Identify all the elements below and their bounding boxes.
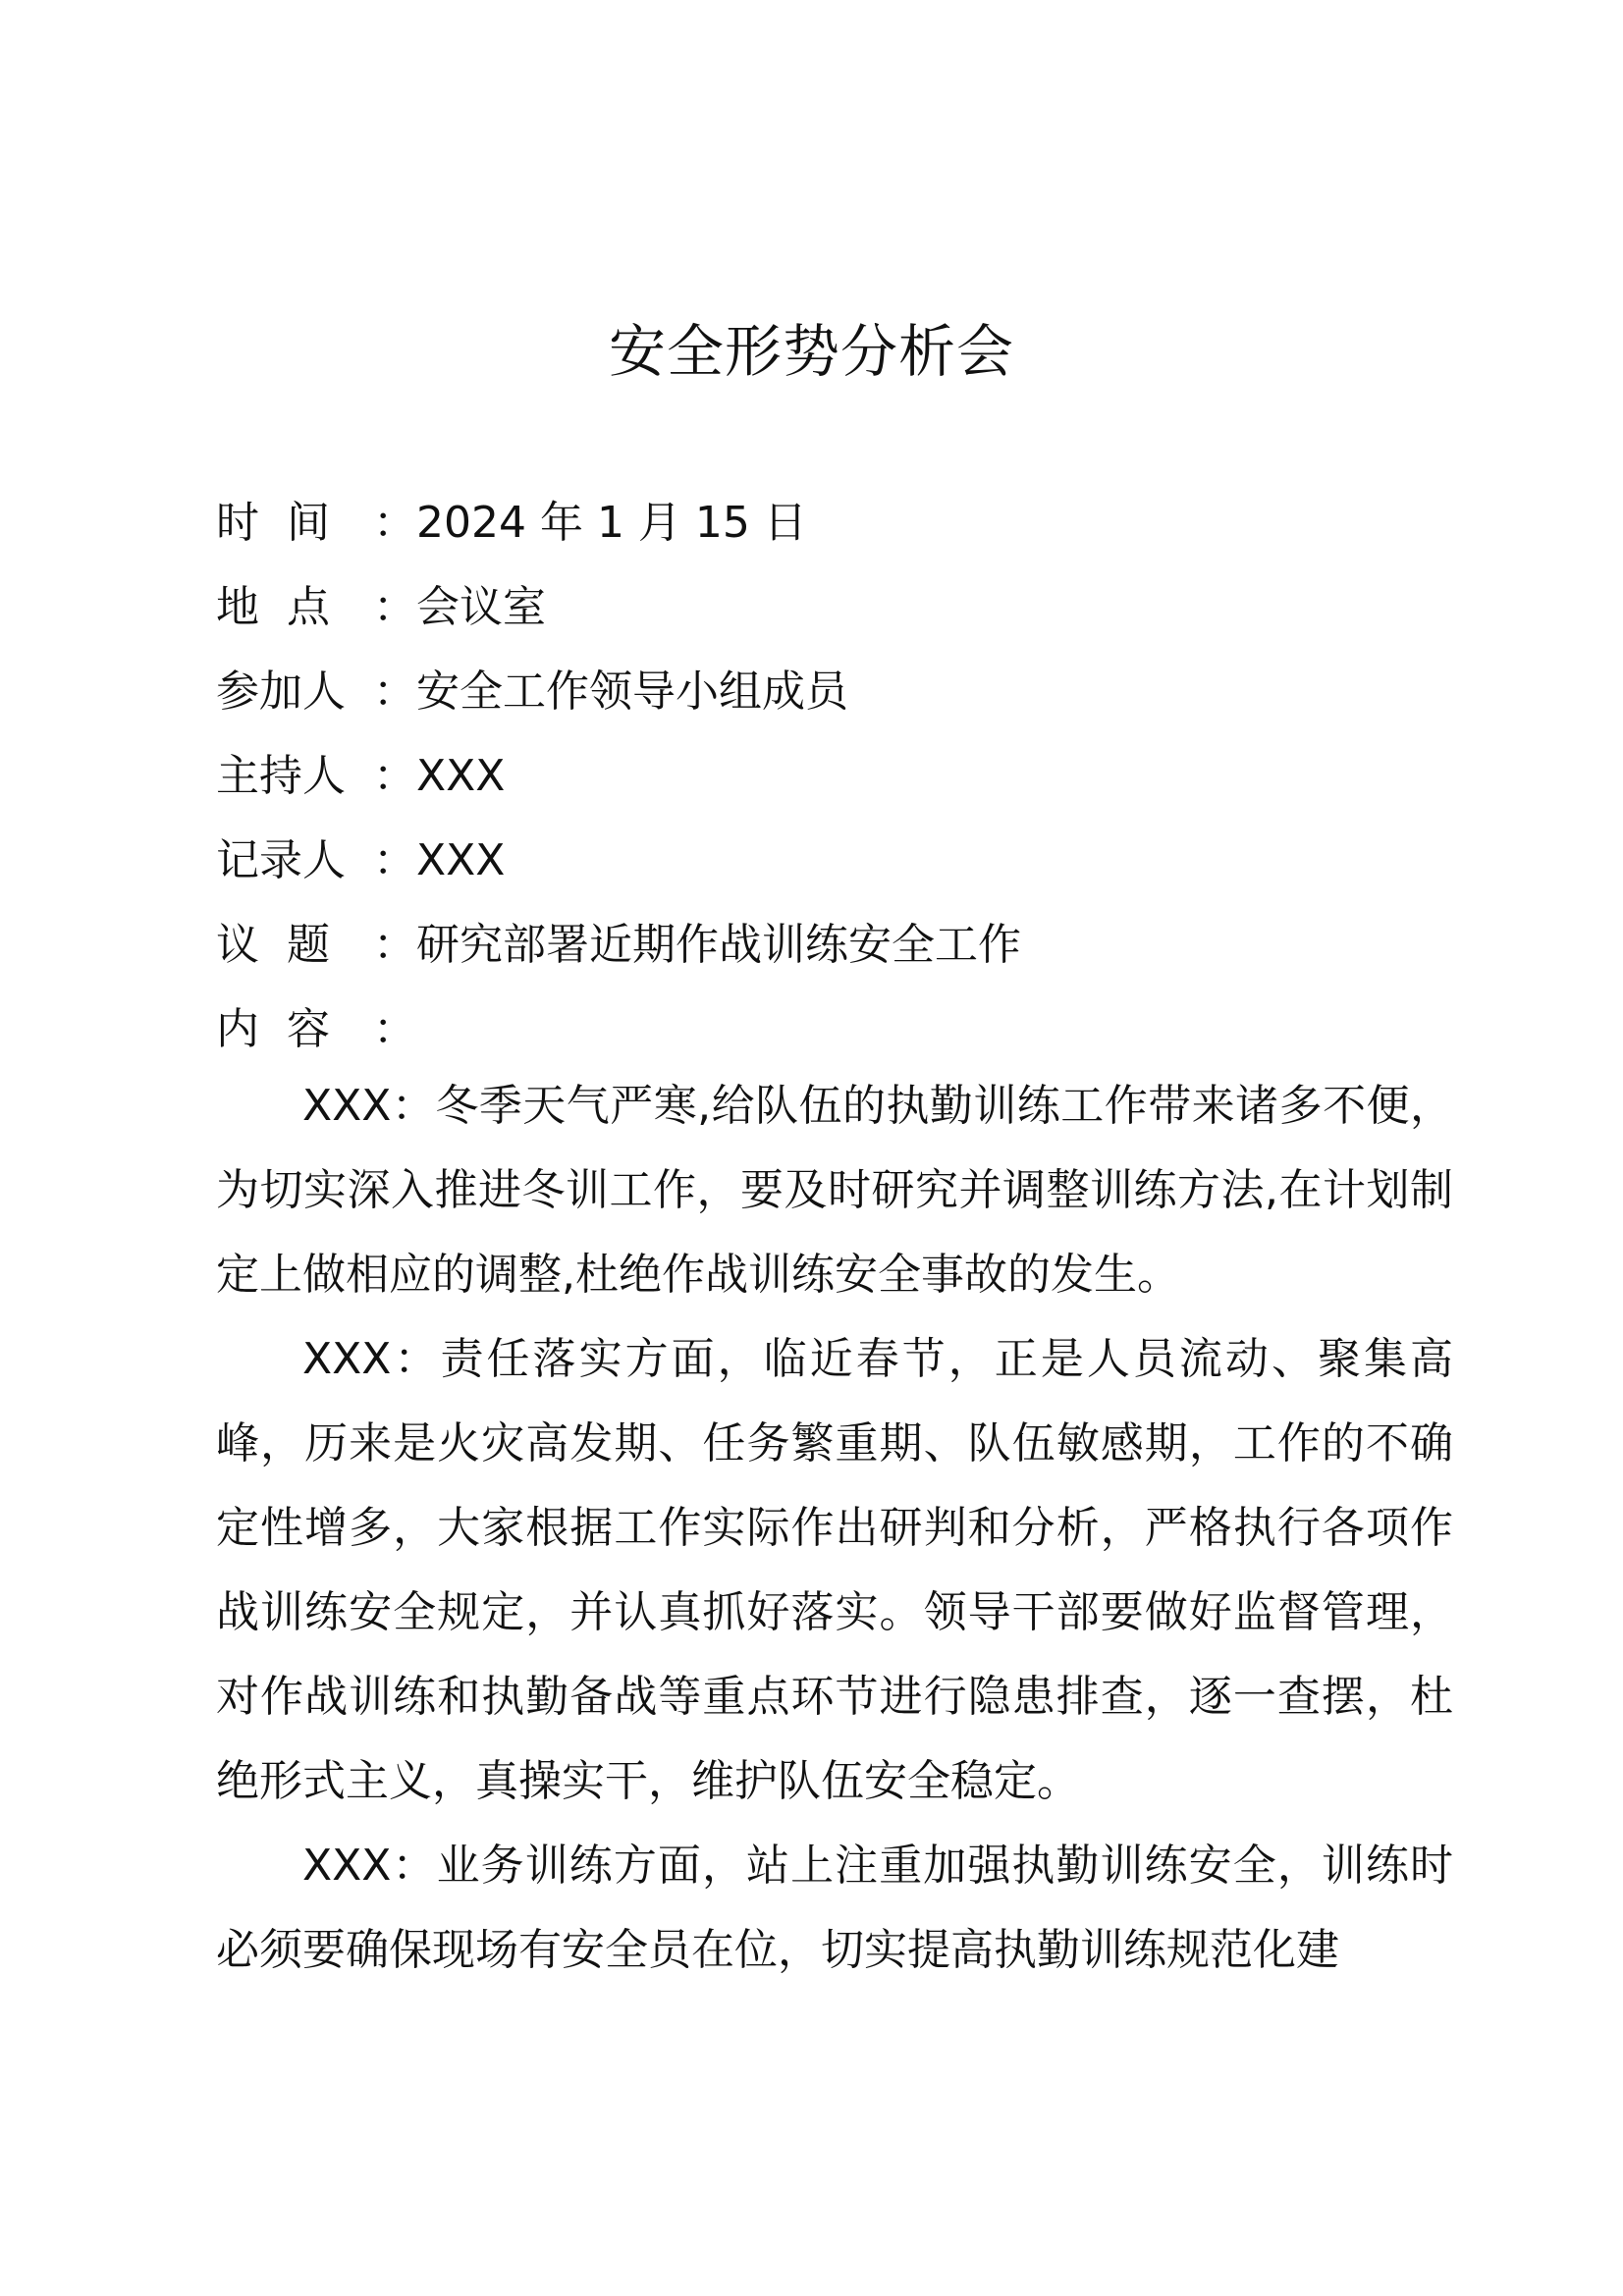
meta-topic-row xyxy=(216,903,1453,988)
meta-colon: ： xyxy=(373,751,416,801)
meta-content-row xyxy=(216,988,1453,1072)
meta-colon: ： xyxy=(373,835,416,885)
speaker-name: XXX xyxy=(302,1334,392,1384)
meta-location-value: 会议室 xyxy=(416,582,546,632)
meta-recorder-label: 记录人 xyxy=(216,835,346,885)
meta-recorder-value: XXX xyxy=(416,835,506,885)
content-paragraph-3 xyxy=(216,1824,1453,1993)
meta-participants-value: 安全工作领导小组成员 xyxy=(416,667,848,717)
meta-topic-value: 研究部署近期作战训练安全工作 xyxy=(416,920,1021,970)
paragraph-text: 业务训练方面，站上注重加强执勤训练安全，训练时必须要确保现场有安全员在位，切实提高执勤训练规范化建 xyxy=(216,1841,1454,1975)
meta-time-row xyxy=(216,481,1453,565)
meta-location-label: 地 点 xyxy=(216,582,330,632)
speaker-name: XXX xyxy=(302,1841,392,1891)
meta-location-row xyxy=(216,565,1453,650)
meta-host-value: XXX xyxy=(416,751,506,801)
meta-colon: ： xyxy=(373,920,416,970)
meta-host-row xyxy=(216,734,1453,819)
speaker-colon: ： xyxy=(391,1081,436,1131)
document-title: 安全形势分析会 xyxy=(608,318,1014,385)
meta-topic-label: 议 题 xyxy=(216,920,330,970)
meeting-info xyxy=(216,481,1453,1072)
meta-participants-label: 参加人 xyxy=(216,667,346,717)
content-paragraph-2 xyxy=(216,1317,1453,1824)
content-paragraph-1 xyxy=(216,1064,1453,1317)
meeting-content xyxy=(216,1064,1453,1993)
meta-colon: ： xyxy=(373,667,416,717)
speaker-colon: ： xyxy=(391,1334,441,1384)
speaker-colon: ： xyxy=(391,1841,437,1891)
meta-colon: ： xyxy=(373,1004,416,1054)
speaker-name: XXX xyxy=(302,1081,392,1131)
meta-host-label: 主持人 xyxy=(216,751,346,801)
meta-content-label: 内 容 xyxy=(216,1004,330,1054)
paragraph-text: 责任落实方面，临近春节，正是人员流动、聚集高峰，历来是火灾高发期、任务繁重期、队伍敏感期，工作的不确定性增多，大家根据工作实际作出研判和分析，严格执行各项作战训练安全规定，并认真抓好落实。领导干部要做好监督管理，对作战训练和执勤备战等重点环节进行隐患排查，逐一查摆，杜绝形式主义，真操实干，维护队伍安全稳定。 xyxy=(216,1334,1454,1806)
paragraph-text: 冬季天气严寒,给队伍的执勤训练工作带来诸多不便，为切实深入推进冬训工作，要及时研究并调整训练方法,在计划制定上做相应的调整,杜绝作战训练安全事故的发生。 xyxy=(216,1081,1454,1300)
meta-colon: ： xyxy=(373,498,416,548)
meta-participants-row xyxy=(216,650,1453,734)
meta-colon: ： xyxy=(373,582,416,632)
meta-recorder-row xyxy=(216,819,1453,903)
meta-time-label: 时 间 xyxy=(216,498,330,548)
meta-time-value: 2024 年 1 月 15 日 xyxy=(416,498,807,548)
